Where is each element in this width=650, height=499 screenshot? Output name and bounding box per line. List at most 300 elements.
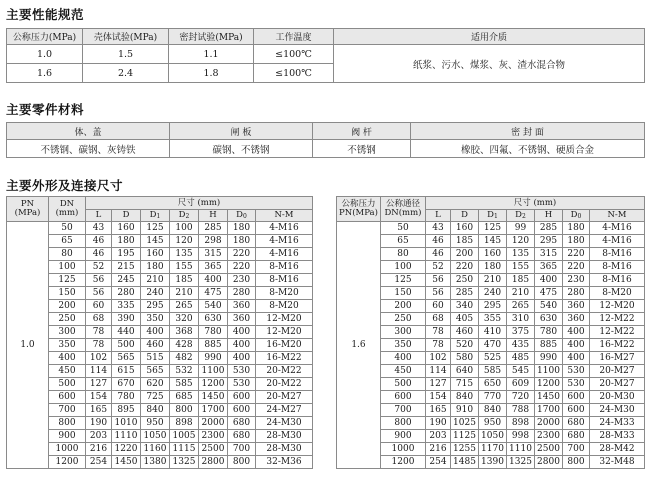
- cell-h: 285: [535, 222, 563, 235]
- table-row: [7, 378, 313, 391]
- cell-d0: 230: [563, 274, 590, 287]
- cell-d: 715: [451, 378, 479, 391]
- cell-d2: 265: [507, 300, 535, 313]
- cell-stem: 不锈钢: [313, 140, 411, 158]
- cell-d1: 240: [479, 287, 507, 300]
- header-col-d: D: [451, 210, 479, 222]
- cell-l: 68: [426, 313, 451, 326]
- cell-dn: 300: [49, 326, 86, 339]
- table-row: [337, 235, 645, 248]
- table-row: [7, 391, 313, 404]
- cell-d1: 410: [479, 326, 507, 339]
- cell-d0: 400: [563, 352, 590, 365]
- table-row: [337, 404, 645, 417]
- subscript: 0: [243, 212, 247, 220]
- cell-dn: 1200: [381, 456, 426, 469]
- header-col-d1: $D_1$: [479, 210, 507, 222]
- cell-h: 400: [535, 274, 563, 287]
- cell-d1: 350: [141, 313, 170, 326]
- header-sealing-surface: 密 封 面: [411, 123, 645, 140]
- cell-l: 190: [86, 417, 112, 430]
- cell-dn: 80: [49, 248, 86, 261]
- cell-d0: 230: [228, 274, 256, 287]
- cell-d1: 650: [479, 378, 507, 391]
- cell-d2: 210: [507, 287, 535, 300]
- cell-dn: 350: [49, 339, 86, 352]
- table-row: [337, 274, 645, 287]
- cell-d1: 160: [479, 248, 507, 261]
- cell-d0: 700: [228, 443, 256, 456]
- cell-d1: 460: [141, 339, 170, 352]
- cell-l: 203: [86, 430, 112, 443]
- cell-l: 68: [86, 313, 112, 326]
- header-col-n-m: N-M: [256, 210, 313, 222]
- cell-d2: 100: [170, 222, 199, 235]
- cell-h: 2800: [199, 456, 228, 469]
- cell-l: 52: [426, 261, 451, 274]
- cell-body-cover: 不锈钢、碳钢、灰铸铁: [7, 140, 170, 158]
- cell-d1: 470: [479, 339, 507, 352]
- cell-h: 780: [199, 326, 228, 339]
- cell-d: 1450: [112, 456, 141, 469]
- cell-h: 540: [535, 300, 563, 313]
- cell-d1: 295: [141, 300, 170, 313]
- cell-n-m: 8-M20: [590, 287, 645, 300]
- table-row: [7, 248, 313, 261]
- cell-d2: 210: [170, 287, 199, 300]
- cell-l: 154: [426, 391, 451, 404]
- cell-d2: 998: [507, 430, 535, 443]
- materials-title: 主要零件材料: [6, 102, 85, 117]
- cell-d2: 485: [507, 352, 535, 365]
- cell-dn: 600: [381, 391, 426, 404]
- header-stem: 阀 杆: [313, 123, 411, 140]
- cell-d: 220: [451, 261, 479, 274]
- cell-d1: 950: [141, 417, 170, 430]
- cell-d2: 898: [507, 417, 535, 430]
- dimensions-table-pn10: [6, 196, 313, 469]
- cell-d0: 530: [563, 365, 590, 378]
- cell-shell-test: 1.5: [83, 45, 169, 64]
- cell-d1: 770: [479, 391, 507, 404]
- cell-h: 630: [535, 313, 563, 326]
- cell-seal-test: 1.8: [169, 64, 254, 83]
- dimensions-table-pn16: [336, 196, 645, 469]
- cell-h: 2000: [199, 417, 228, 430]
- cell-d1: 565: [141, 365, 170, 378]
- cell-n-m: 20-M27: [256, 391, 313, 404]
- cell-l: 56: [426, 274, 451, 287]
- cell-n-m: 24-M33: [590, 417, 645, 430]
- table-row: [337, 352, 645, 365]
- cell-h: 475: [199, 287, 228, 300]
- cell-n-m: 20-M22: [256, 378, 313, 391]
- cell-n-m: 16-M22: [256, 352, 313, 365]
- cell-d0: 280: [228, 287, 256, 300]
- cell-dn: 50: [49, 222, 86, 235]
- cell-applicable-medium: 纸浆、污水、煤浆、灰、渣水混合物: [334, 45, 645, 83]
- cell-d1: 1170: [479, 443, 507, 456]
- cell-d: 185: [451, 235, 479, 248]
- cell-n-m: 32-M36: [256, 456, 313, 469]
- cell-l: 102: [86, 352, 112, 365]
- cell-d0: 680: [563, 430, 590, 443]
- cell-d0: 400: [228, 352, 256, 365]
- table-row: [337, 339, 645, 352]
- cell-d0: 220: [563, 261, 590, 274]
- header-body-cover: 体、盖: [7, 123, 170, 140]
- dimensions-header-row: [7, 197, 313, 210]
- cell-h: 540: [199, 300, 228, 313]
- cell-dn: 500: [381, 378, 426, 391]
- table-row: [7, 326, 313, 339]
- cell-dn: 300: [381, 326, 426, 339]
- cell-h: 1100: [535, 365, 563, 378]
- cell-h: 630: [199, 313, 228, 326]
- cell-pn: 1.0: [7, 222, 49, 469]
- header-pn: 公称压力 PN(MPa): [337, 197, 381, 222]
- cell-d2: 320: [170, 313, 199, 326]
- cell-dn: 450: [49, 365, 86, 378]
- cell-d: 780: [112, 391, 141, 404]
- table-row: [7, 274, 313, 287]
- cell-dn: 900: [49, 430, 86, 443]
- cell-d1: 725: [141, 391, 170, 404]
- cell-d1: 160: [141, 248, 170, 261]
- subscript: 1: [156, 212, 161, 220]
- cell-d2: 428: [170, 339, 199, 352]
- cell-d0: 800: [228, 456, 256, 469]
- cell-n-m: 4-M16: [256, 235, 313, 248]
- cell-d: 180: [112, 235, 141, 248]
- cell-n-m: 12-M20: [256, 326, 313, 339]
- cell-d2: 368: [170, 326, 199, 339]
- cell-dn: 400: [49, 352, 86, 365]
- cell-d1: 145: [479, 235, 507, 248]
- table-row: [337, 326, 645, 339]
- cell-d2: 155: [507, 261, 535, 274]
- cell-d0: 600: [228, 391, 256, 404]
- cell-d: 580: [451, 352, 479, 365]
- cell-d: 160: [451, 222, 479, 235]
- cell-l: 60: [86, 300, 112, 313]
- cell-h: 2300: [535, 430, 563, 443]
- cell-h: 2500: [535, 443, 563, 456]
- table-row: [337, 443, 645, 456]
- cell-d0: 400: [563, 339, 590, 352]
- cell-d: 215: [112, 261, 141, 274]
- cell-h: 1100: [199, 365, 228, 378]
- cell-l: 46: [86, 248, 112, 261]
- cell-d: 390: [112, 313, 141, 326]
- header-pn: PN (MPa): [7, 197, 49, 222]
- cell-l: 254: [86, 456, 112, 469]
- cell-l: 216: [426, 443, 451, 456]
- cell-d0: 530: [228, 378, 256, 391]
- cell-n-m: 16-M20: [256, 339, 313, 352]
- cell-d0: 220: [228, 261, 256, 274]
- cell-dn: 800: [49, 417, 86, 430]
- performance-spec-title: 主要性能规范: [6, 7, 85, 22]
- cell-l: 114: [426, 365, 451, 378]
- cell-d: 440: [112, 326, 141, 339]
- cell-d1: 620: [141, 378, 170, 391]
- table-row: [337, 391, 645, 404]
- table-row: [337, 378, 645, 391]
- subscript: 1: [494, 212, 498, 220]
- cell-n-m: 8-M16: [256, 261, 313, 274]
- cell-d1: 525: [479, 352, 507, 365]
- table-row: [7, 261, 313, 274]
- cell-h: 2500: [199, 443, 228, 456]
- cell-d0: 600: [563, 391, 590, 404]
- cell-d: 520: [451, 339, 479, 352]
- table-row: [7, 300, 313, 313]
- cell-h: 285: [199, 222, 228, 235]
- cell-d0: 680: [228, 417, 256, 430]
- table-row: [7, 430, 313, 443]
- cell-d0: 180: [228, 235, 256, 248]
- cell-n-m: 20-M22: [256, 365, 313, 378]
- cell-n-m: 8-M16: [256, 274, 313, 287]
- cell-h: 400: [199, 274, 228, 287]
- cell-d1: 1380: [141, 456, 170, 469]
- cell-d2: 720: [507, 391, 535, 404]
- cell-d2: 120: [170, 235, 199, 248]
- cell-d: 200: [451, 248, 479, 261]
- cell-d0: 530: [228, 365, 256, 378]
- materials-table: [6, 122, 645, 158]
- cell-dn: 350: [381, 339, 426, 352]
- cell-h: 315: [535, 248, 563, 261]
- table-row: [7, 287, 313, 300]
- cell-d1: 950: [479, 417, 507, 430]
- cell-d2: 609: [507, 378, 535, 391]
- table-row: [7, 45, 645, 64]
- cell-d: 670: [112, 378, 141, 391]
- cell-dn: 400: [381, 352, 426, 365]
- cell-n-m: 24-M30: [256, 417, 313, 430]
- cell-d2: 1110: [507, 443, 535, 456]
- cell-n-m: 4-M16: [590, 235, 645, 248]
- cell-d2: 99: [507, 222, 535, 235]
- header-col-d: D: [112, 210, 141, 222]
- cell-h: 1200: [199, 378, 228, 391]
- cell-dn: 50: [381, 222, 426, 235]
- cell-d1: 125: [141, 222, 170, 235]
- cell-d0: 360: [563, 300, 590, 313]
- cell-d0: 180: [563, 222, 590, 235]
- cell-l: 203: [426, 430, 451, 443]
- cell-dn: 150: [381, 287, 426, 300]
- cell-d: 500: [112, 339, 141, 352]
- cell-d: 1110: [112, 430, 141, 443]
- cell-n-m: 12-M22: [590, 326, 645, 339]
- cell-l: 56: [86, 274, 112, 287]
- cell-dn: 125: [381, 274, 426, 287]
- cell-d1: 180: [479, 261, 507, 274]
- cell-d1: 1160: [141, 443, 170, 456]
- cell-h: 1200: [535, 378, 563, 391]
- table-row: [337, 430, 645, 443]
- cell-l: 165: [426, 404, 451, 417]
- cell-n-m: 28-M30: [256, 430, 313, 443]
- cell-d1: 1390: [479, 456, 507, 469]
- cell-h: 780: [535, 326, 563, 339]
- cell-d2: 1005: [170, 430, 199, 443]
- cell-d: 460: [451, 326, 479, 339]
- cell-d: 160: [112, 222, 141, 235]
- cell-d0: 400: [228, 339, 256, 352]
- cell-d1: 125: [479, 222, 507, 235]
- cell-d: 615: [112, 365, 141, 378]
- cell-d2: 135: [507, 248, 535, 261]
- header-dn: 公称通径 DN(mm): [381, 197, 426, 222]
- cell-h: 990: [535, 352, 563, 365]
- cell-d0: 400: [563, 326, 590, 339]
- cell-n-m: 24-M30: [590, 404, 645, 417]
- cell-dn: 600: [49, 391, 86, 404]
- header-shell-test: 壳体试验(MPa): [83, 29, 169, 45]
- cell-d0: 220: [563, 248, 590, 261]
- cell-dn: 1000: [381, 443, 426, 456]
- cell-n-m: 8-M20: [256, 300, 313, 313]
- cell-n-m: 12-M20: [590, 300, 645, 313]
- header-seal-test: 密封试验(MPa): [169, 29, 254, 45]
- cell-n-m: 12-M22: [590, 313, 645, 326]
- cell-d0: 360: [228, 313, 256, 326]
- cell-d: 280: [112, 287, 141, 300]
- cell-working-temperature: ≤100℃: [254, 64, 334, 83]
- cell-d: 285: [451, 287, 479, 300]
- header-col-l: L: [426, 210, 451, 222]
- cell-h: 298: [199, 235, 228, 248]
- cell-gate: 碳钢、不锈钢: [170, 140, 313, 158]
- cell-d2: 435: [507, 339, 535, 352]
- cell-h: 990: [199, 352, 228, 365]
- cell-h: 1450: [199, 391, 228, 404]
- cell-d1: 355: [479, 313, 507, 326]
- cell-d1: 1050: [479, 430, 507, 443]
- subscript: 0: [577, 212, 582, 220]
- cell-n-m: 8-M16: [590, 261, 645, 274]
- table-row: [337, 287, 645, 300]
- cell-d1: 585: [479, 365, 507, 378]
- cell-d2: 545: [507, 365, 535, 378]
- cell-dn: 125: [49, 274, 86, 287]
- cell-n-m: 20-M27: [590, 365, 645, 378]
- cell-dn: 80: [381, 248, 426, 261]
- cell-d0: 360: [228, 300, 256, 313]
- cell-h: 885: [199, 339, 228, 352]
- cell-h: 475: [535, 287, 563, 300]
- table-row: [7, 404, 313, 417]
- materials-header-row: [7, 123, 645, 140]
- cell-n-m: 4-M16: [256, 248, 313, 261]
- header-dimensions: 尺寸 (mm): [426, 197, 645, 210]
- cell-l: 43: [426, 222, 451, 235]
- cell-d0: 220: [228, 248, 256, 261]
- cell-d: 565: [112, 352, 141, 365]
- cell-dn: 250: [381, 313, 426, 326]
- dimensions-title: 主要外形及连接尺寸: [6, 178, 124, 193]
- header-col-l: L: [86, 210, 112, 222]
- table-row: [7, 456, 313, 469]
- cell-d0: 680: [563, 417, 590, 430]
- cell-n-m: 4-M16: [590, 222, 645, 235]
- cell-working-temperature: ≤100℃: [254, 45, 334, 64]
- cell-n-m: 4-M16: [256, 222, 313, 235]
- table-row: [7, 365, 313, 378]
- cell-d2: 155: [170, 261, 199, 274]
- cell-h: 2300: [199, 430, 228, 443]
- cell-h: 1700: [199, 404, 228, 417]
- cell-n-m: 28-M42: [590, 443, 645, 456]
- cell-d0: 280: [563, 287, 590, 300]
- header-applicable-medium: 适用介质: [334, 29, 645, 45]
- cell-h: 885: [535, 339, 563, 352]
- cell-dn: 900: [381, 430, 426, 443]
- cell-l: 52: [86, 261, 112, 274]
- table-row: [7, 222, 313, 235]
- cell-d0: 680: [228, 430, 256, 443]
- cell-dn: 65: [49, 235, 86, 248]
- cell-n-m: 8-M16: [590, 248, 645, 261]
- cell-d0: 180: [563, 235, 590, 248]
- header-dimensions: 尺寸 (mm): [86, 197, 313, 210]
- cell-l: 56: [86, 287, 112, 300]
- cell-d1: 840: [141, 404, 170, 417]
- cell-n-m: 16-M22: [590, 339, 645, 352]
- dimensions-header-row: [337, 197, 645, 210]
- cell-dn: 1000: [49, 443, 86, 456]
- cell-d2: 685: [170, 391, 199, 404]
- header-dn: DN (mm): [49, 197, 86, 222]
- cell-l: 127: [86, 378, 112, 391]
- cell-d1: 515: [141, 352, 170, 365]
- cell-d0: 400: [228, 326, 256, 339]
- cell-d: 1485: [451, 456, 479, 469]
- cell-dn: 150: [49, 287, 86, 300]
- cell-dn: 200: [381, 300, 426, 313]
- cell-d2: 788: [507, 404, 535, 417]
- table-row: [7, 235, 313, 248]
- cell-l: 127: [426, 378, 451, 391]
- cell-dn: 100: [49, 261, 86, 274]
- cell-d1: 840: [479, 404, 507, 417]
- cell-l: 114: [86, 365, 112, 378]
- cell-l: 78: [86, 326, 112, 339]
- header-working-temperature: 工作温度: [254, 29, 334, 45]
- cell-d: 245: [112, 274, 141, 287]
- cell-seal-test: 1.1: [169, 45, 254, 64]
- cell-d: 195: [112, 248, 141, 261]
- cell-h: 295: [535, 235, 563, 248]
- cell-l: 46: [86, 235, 112, 248]
- cell-n-m: 8-M20: [256, 287, 313, 300]
- header-col-d2: $D_2$: [170, 210, 199, 222]
- cell-shell-test: 2.4: [83, 64, 169, 83]
- cell-d0: 800: [563, 456, 590, 469]
- performance-spec-header-row: [7, 29, 645, 45]
- cell-h: 2800: [535, 456, 563, 469]
- cell-l: 216: [86, 443, 112, 456]
- table-row: [7, 140, 645, 158]
- cell-l: 154: [86, 391, 112, 404]
- cell-d1: 145: [141, 235, 170, 248]
- cell-nominal-pressure: 1.6: [7, 64, 83, 83]
- cell-d: 895: [112, 404, 141, 417]
